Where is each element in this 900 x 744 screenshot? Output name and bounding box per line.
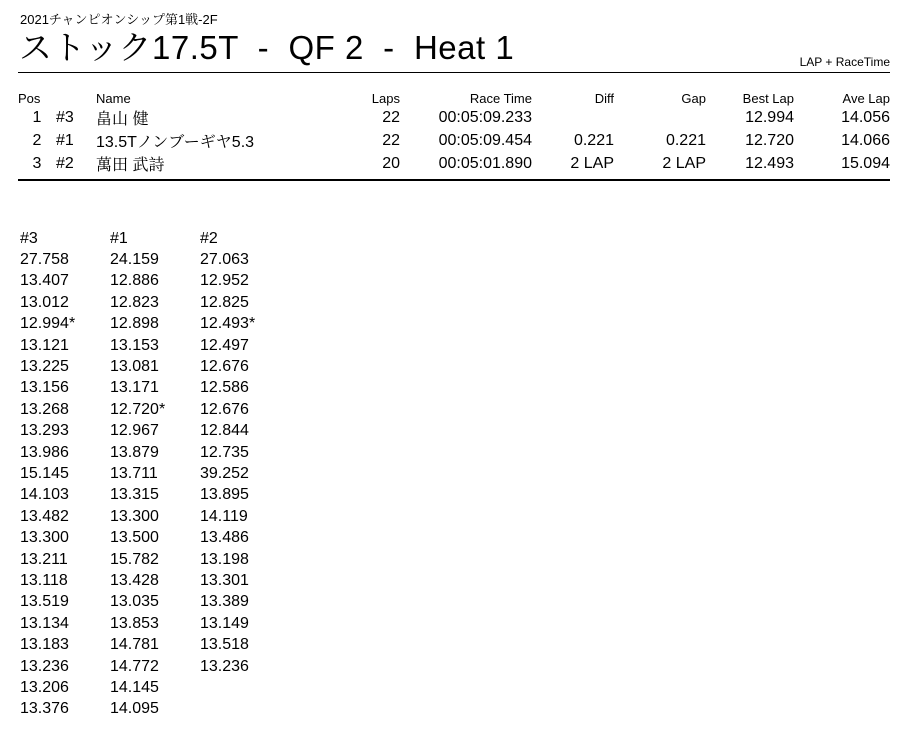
col-gap: Gap: [681, 90, 706, 106]
lap-time: 13.986: [20, 443, 69, 461]
lap-time: 13.268: [20, 400, 69, 418]
lap-time: 15.782: [110, 550, 159, 568]
lap-row: [20, 570, 290, 591]
results-divider: [18, 179, 890, 181]
results-header-row: [18, 90, 890, 106]
lap-row: [20, 356, 290, 377]
lap-time: 14.772: [110, 657, 159, 675]
lap-time: 13.486: [200, 529, 249, 547]
lap-time: 14.119: [200, 507, 248, 525]
lap-time: 14.781: [110, 636, 159, 654]
lap-row: [20, 463, 290, 484]
result-row: [18, 129, 890, 152]
col-name: Name: [96, 90, 131, 106]
lap-time: 13.315: [110, 486, 159, 504]
result-gap: 2 LAP: [662, 154, 706, 172]
lap-time: 14.145: [110, 678, 159, 696]
col-race-time: Race Time: [469, 90, 532, 106]
col-ave-lap: Ave Lap: [842, 90, 890, 106]
lap-time: 27.063: [200, 251, 249, 269]
lap-row: [20, 613, 290, 634]
lap-row: [20, 592, 290, 613]
lap-time: 13.376: [20, 700, 69, 718]
header-divider: [18, 72, 890, 73]
result-race-time: 00:05:09.454: [438, 131, 532, 149]
lap-col-header: #2: [200, 229, 218, 247]
lap-time: 13.134: [20, 614, 69, 632]
result-pos: 1: [32, 108, 42, 126]
lap-time: 27.758: [20, 251, 69, 269]
lap-time: 12.735: [200, 443, 249, 461]
col-diff: Diff: [594, 90, 614, 106]
lap-time: 12.967: [110, 422, 159, 440]
lap-time: 13.879: [110, 443, 159, 461]
lap-time: 12.823: [110, 293, 159, 311]
lap-time: 13.519: [20, 593, 69, 611]
lap-time: 13.211: [20, 550, 68, 568]
lap-row: [20, 506, 290, 527]
report-type-label: LAP + RaceTime: [799, 55, 890, 69]
lap-col-header: #1: [110, 229, 128, 247]
lap-row: [20, 656, 290, 677]
lap-time: 13.171: [110, 379, 159, 397]
result-name: 萬田 武詩: [96, 157, 165, 174]
result-laps: 20: [382, 154, 400, 172]
result-ave: 14.066: [841, 131, 890, 149]
result-race-time: 00:05:01.890: [438, 154, 532, 172]
lap-time: 15.145: [20, 464, 69, 482]
lap-row: [20, 527, 290, 548]
page-title: ストック17.5T - QF 2 - Heat 1: [19, 29, 515, 66]
lap-row: [20, 292, 290, 313]
result-race-time: 00:05:09.233: [438, 108, 532, 126]
lap-time: 12.676: [200, 400, 249, 418]
lap-time: 12.994*: [20, 315, 76, 333]
lap-time: [200, 677, 290, 698]
lap-time: [200, 699, 290, 720]
result-best: 12.994: [745, 108, 794, 126]
lap-row: [20, 421, 290, 442]
lap-time: 24.159: [110, 251, 159, 269]
result-ave: 15.094: [841, 154, 890, 172]
results-table: [18, 90, 890, 175]
result-laps: 22: [382, 131, 400, 149]
lap-time: 12.886: [110, 272, 159, 290]
lap-row: [20, 699, 290, 720]
lap-time: 13.407: [20, 272, 69, 290]
lap-header-row: [20, 228, 290, 249]
lap-row: [20, 485, 290, 506]
lap-time: 13.012: [20, 293, 69, 311]
lap-time: 14.103: [20, 486, 69, 504]
result-gap: [614, 106, 706, 129]
lap-row: [20, 399, 290, 420]
lap-time: 13.149: [200, 614, 249, 632]
lap-time: 13.035: [110, 593, 159, 611]
lap-time: 13.389: [200, 593, 249, 611]
lap-row: [20, 335, 290, 356]
lap-time: 13.301: [200, 571, 249, 589]
lap-time: 12.844: [200, 422, 249, 440]
lap-time: 13.236: [200, 657, 249, 675]
col-pos: Pos: [18, 90, 41, 106]
lap-time: 13.206: [20, 678, 69, 696]
result-gap: 0.221: [665, 131, 706, 149]
lap-row: [20, 442, 290, 463]
col-laps: Laps: [371, 90, 400, 106]
lap-time: 13.853: [110, 614, 159, 632]
result-best: 12.720: [745, 131, 794, 149]
lap-time: 13.895: [200, 486, 249, 504]
lap-row: [20, 271, 290, 292]
lap-time: 12.493*: [200, 315, 256, 333]
lap-time: 13.198: [200, 550, 249, 568]
lap-row: [20, 314, 290, 335]
lap-time: 39.252: [200, 464, 249, 482]
lap-time: 13.518: [200, 636, 249, 654]
lap-row: [20, 378, 290, 399]
lap-time: 13.711: [110, 464, 158, 482]
lap-time: 13.081: [110, 358, 159, 376]
lap-time: 13.293: [20, 422, 69, 440]
result-laps: 22: [382, 108, 400, 126]
lap-time: 12.676: [200, 358, 249, 376]
lap-time: 13.225: [20, 358, 69, 376]
lap-time: 12.952: [200, 272, 249, 290]
lap-time: 12.586: [200, 379, 249, 397]
lap-time: 13.236: [20, 657, 69, 675]
lap-row: [20, 677, 290, 698]
lap-time: 13.118: [20, 571, 68, 589]
result-pos: 3: [32, 154, 42, 172]
lap-time: 12.720*: [110, 400, 166, 418]
col-best-lap: Best Lap: [742, 90, 794, 106]
lap-time: 13.500: [110, 529, 159, 547]
result-row: [18, 152, 890, 175]
result-pos: 2: [32, 131, 42, 149]
lap-times-table: [20, 228, 290, 720]
lap-time: 13.300: [110, 507, 159, 525]
lap-time: 14.095: [110, 700, 159, 718]
result-name: 13.5Tノンブーギヤ5.3: [96, 134, 255, 151]
result-name: 畠山 健: [96, 111, 149, 128]
result-num: #2: [56, 154, 74, 172]
result-best: 12.493: [745, 154, 794, 172]
result-diff: 0.221: [573, 131, 614, 149]
result-ave: 14.056: [841, 108, 890, 126]
lap-time: 13.482: [20, 507, 69, 525]
lap-time: 13.121: [20, 336, 69, 354]
lap-time: 13.153: [110, 336, 159, 354]
lap-col-header: #3: [20, 229, 38, 247]
result-row: [18, 106, 890, 129]
lap-row: [20, 634, 290, 655]
lap-time: 13.428: [110, 571, 159, 589]
result-diff: [532, 106, 614, 129]
lap-time: 13.183: [20, 636, 69, 654]
lap-time: 12.825: [200, 293, 249, 311]
result-diff: 2 LAP: [570, 154, 614, 172]
event-name: 2021チャンピオンシップ第1戦-2F: [20, 12, 218, 27]
lap-time: 13.156: [20, 379, 69, 397]
result-num: #1: [56, 131, 74, 149]
result-num: #3: [56, 108, 74, 126]
lap-row: [20, 549, 290, 570]
lap-time: 13.300: [20, 529, 69, 547]
lap-row: [20, 249, 290, 270]
lap-time: 12.497: [200, 336, 249, 354]
lap-time: 12.898: [110, 315, 159, 333]
